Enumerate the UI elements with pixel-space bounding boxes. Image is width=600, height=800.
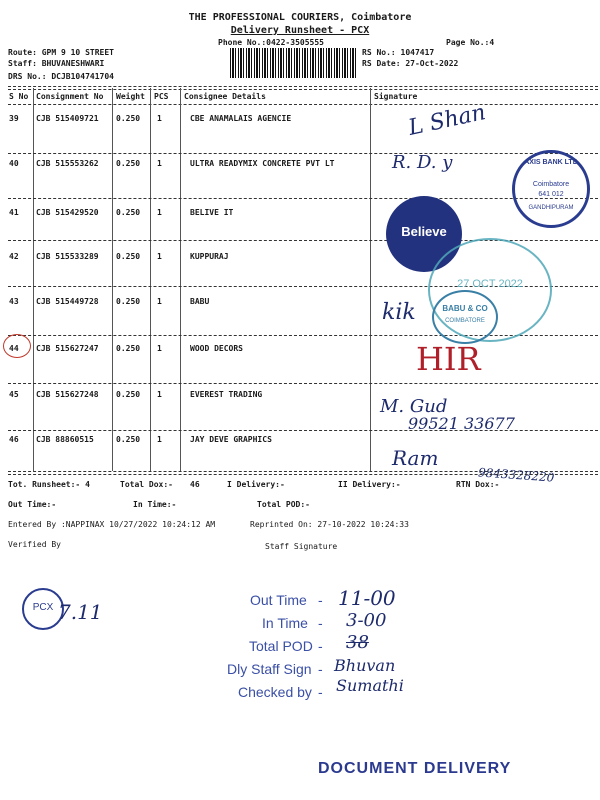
col-header-pcs: PCS: [154, 92, 169, 101]
stamp-checked-by: Checked by: [238, 684, 312, 700]
phone-number: Phone No.:0422-3505555: [218, 38, 324, 47]
row-pcs: 1: [157, 252, 162, 261]
row-pcs: 1: [157, 208, 162, 217]
row-weight: 0.250: [116, 252, 141, 261]
row-consignee: WOOD DECORS: [190, 344, 243, 353]
document-delivery-stamp: DOCUMENT DELIVERY: [318, 760, 512, 777]
checked-by-value: Sumathi: [336, 676, 404, 695]
bank-stamp-name: AXIS BANK LTD: [524, 159, 578, 166]
signature-45-phone: 99521 33677: [408, 414, 515, 433]
ii-delivery: II Delivery:-: [338, 480, 401, 489]
staff-signature: Staff Signature: [265, 542, 338, 551]
row-consignee: BABU: [190, 297, 210, 306]
signature-39: L Shan: [406, 100, 488, 141]
column-rule: [112, 88, 113, 471]
total-dox-label: Total Dox:-: [120, 480, 173, 489]
row-pcs: 1: [157, 435, 162, 444]
row-pcs: 1: [157, 297, 162, 306]
signature-46-phone: 9843328220: [477, 465, 555, 485]
col-header-signature: Signature: [374, 92, 418, 101]
row-divider: [8, 383, 598, 384]
row-divider: [8, 198, 598, 199]
row-consignee: BELIVE IT: [190, 208, 234, 217]
bank-stamp-icon: [512, 150, 590, 228]
row-divider: [8, 153, 598, 154]
signature-40: R. D. y: [392, 152, 453, 173]
column-rule: [150, 88, 151, 471]
row-sno: 41: [9, 208, 19, 217]
row-consignment: CJB 515409721: [36, 114, 99, 123]
row-weight: 0.250: [116, 435, 141, 444]
row-consignee: EVEREST TRADING: [190, 390, 263, 399]
row-sno: 45: [9, 390, 19, 399]
row-sno: 39: [9, 114, 19, 123]
reprinted-on: Reprinted On: 27-10-2022 10:24:33: [250, 520, 409, 529]
row-sno: 40: [9, 159, 19, 168]
row-consignment: CJB 515627247: [36, 344, 99, 353]
rs-date: RS Date: 27-Oct-2022: [362, 59, 459, 68]
divider: [8, 104, 598, 105]
col-header-sno: S No: [9, 92, 29, 101]
out-time-label: Out Time:-: [8, 500, 57, 509]
babu-stamp-icon: [432, 290, 498, 344]
date-stamp-text: 27 OCT 2022: [457, 278, 523, 290]
stamp-out-time: Out Time: [250, 592, 307, 608]
column-rule: [370, 88, 371, 471]
row-consignment: CJB 515553262: [36, 159, 99, 168]
row-consignment: CJB 515533289: [36, 252, 99, 261]
row-pcs: 1: [157, 159, 162, 168]
rtn-dox: RTN Dox:-: [456, 480, 500, 489]
route-label: Route: GPM 9 10 STREET: [8, 48, 114, 57]
row-consignee: CBE ANAMALAIS AGENCIE: [190, 114, 292, 123]
row-sno: 44: [9, 344, 19, 353]
row-weight: 0.250: [116, 208, 141, 217]
total-dox-value: 46: [190, 480, 200, 489]
divider: [8, 89, 598, 90]
col-header-consignee: Consignee Details: [184, 92, 266, 101]
barcode-icon: [230, 48, 356, 78]
col-header-weight: Weight: [116, 92, 145, 101]
stamp-dash: -: [318, 684, 323, 700]
entered-by: Entered By :NAPPINAX 10/27/2022 10:24:12 AM: [8, 520, 216, 529]
row-consignment: CJB 515449728: [36, 297, 99, 306]
row-consignee: KUPPURAJ: [190, 252, 229, 261]
total-pod-label: Total POD:-: [257, 500, 310, 509]
stamp-total-pod: Total POD: [249, 638, 313, 654]
row-sno: 43: [9, 297, 19, 306]
row-weight: 0.250: [116, 390, 141, 399]
row-consignee: ULTRA READYMIX CONCRETE PVT LT: [190, 159, 335, 168]
row-consignment: CJB 515429520: [36, 208, 99, 217]
rs-number: RS No.: 1047417: [362, 48, 435, 57]
bank-stamp-city: Coimbatore: [532, 181, 570, 188]
stamp-dash: -: [318, 661, 323, 677]
total-pod-value: 38: [346, 632, 369, 653]
stamp-dash: -: [318, 592, 323, 608]
row-weight: 0.250: [116, 114, 141, 123]
babu-stamp-city: COIMBATORE: [445, 318, 485, 324]
i-delivery: I Delivery:-: [227, 480, 285, 489]
stamp-in-time: In Time: [262, 615, 308, 631]
stamp-dash: -: [318, 615, 323, 631]
in-time-value: 3-00: [346, 610, 387, 631]
stamp-dash: -: [318, 638, 323, 654]
bank-stamp-area: GANDHIPURAM: [528, 205, 574, 211]
row-sno: 42: [9, 252, 19, 261]
stamp-dly-staff-sign: Dly Staff Sign: [227, 661, 312, 677]
col-header-consignment: Consignment No: [36, 92, 104, 101]
row-pcs: 1: [157, 114, 162, 123]
signature-45: M. Gud: [380, 396, 448, 417]
drs-number: DRS No.: DCJB104741704: [8, 72, 114, 81]
courier-title: THE PROFESSIONAL COURIERS, Coimbatore: [188, 12, 412, 23]
pcx-initial: 7.11: [58, 600, 103, 624]
babu-stamp-name: BABU & CO: [442, 304, 488, 313]
row-pcs: 1: [157, 390, 162, 399]
signature-44: HIR: [416, 340, 481, 378]
row-consignment: CJB 515627248: [36, 390, 99, 399]
row-weight: 0.250: [116, 159, 141, 168]
signature-43: kik: [382, 300, 416, 325]
total-runsheet: Tot. Runsheet:- 4: [8, 480, 90, 489]
in-time-label: In Time:-: [133, 500, 177, 509]
divider: [8, 86, 598, 87]
verified-by: Verified By: [8, 540, 61, 549]
bank-stamp-pin: 641 012: [538, 191, 564, 198]
believe-logo-text: Believe: [401, 224, 447, 239]
row-consignment: CJB 88860515: [36, 435, 94, 444]
row-sno: 46: [9, 435, 19, 444]
row-pcs: 1: [157, 344, 162, 353]
divider: [8, 474, 598, 475]
dly-staff-value: Bhuvan: [334, 656, 396, 675]
row-consignee: JAY DEVE GRAPHICS: [190, 435, 272, 444]
staff-label: Staff: BHUVANESHWARI: [8, 59, 105, 68]
column-rule: [180, 88, 181, 471]
pcx-stamp-text: PCX: [32, 602, 54, 613]
row-weight: 0.250: [116, 297, 141, 306]
row-weight: 0.250: [116, 344, 141, 353]
out-time-value: 11-00: [338, 586, 396, 610]
signature-46: Ram: [392, 446, 439, 470]
column-rule: [33, 88, 34, 471]
page-number: Page No.:4: [446, 38, 495, 47]
runsheet-subtitle: Delivery Runsheet - PCX: [230, 25, 370, 36]
